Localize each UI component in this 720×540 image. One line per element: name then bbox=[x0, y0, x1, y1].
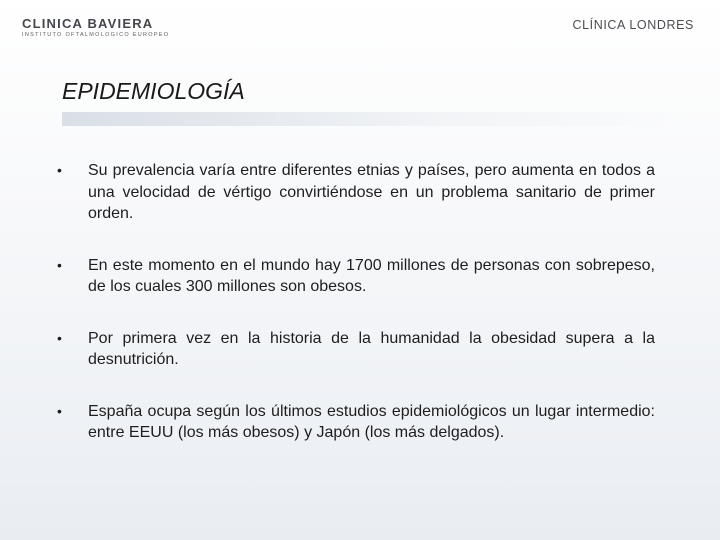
bullet-dot: • bbox=[57, 402, 62, 419]
title-underline-band bbox=[62, 112, 682, 126]
clinica-baviera-subtitle: INSTITUTO OFTALMOLOGICO EUROPEO bbox=[22, 32, 170, 38]
bullet-item bbox=[57, 160, 655, 225]
bullet-item bbox=[57, 255, 655, 298]
clinica-baviera-brand: CLINICA BAVIERA bbox=[22, 16, 154, 31]
bullet-text: Su prevalencia varía entre diferentes etnias y países, pero aumenta en todos a una velocidad de vértigo convirtiéndose en un problema sanitario de primer orden. bbox=[88, 162, 655, 222]
bullet-text: En este momento en el mundo hay 1700 millones de personas con sobrepeso, de los cuales 300 millones son obesos. bbox=[88, 256, 655, 295]
bullet-item bbox=[57, 401, 655, 444]
bullet-dot: • bbox=[57, 329, 62, 346]
bullet-list bbox=[57, 160, 655, 474]
bullet-item bbox=[57, 328, 655, 371]
slide-title: EPIDEMIOLOGÍA bbox=[62, 78, 245, 104]
clinica-londres-logo: CLÍNICA LONDRES bbox=[572, 18, 694, 32]
bullet-dot: • bbox=[57, 162, 62, 178]
bullet-text: Por primera vez en la historia de la humanidad la obesidad supera a la desnutrición. bbox=[88, 329, 655, 368]
bullet-dot: • bbox=[57, 256, 62, 273]
clinica-baviera-logo bbox=[22, 16, 169, 38]
bullet-text: España ocupa según los últimos estudios epidemiológicos un lugar intermedio: entre EEUU (los más obesos) y Japón (los más delgados). bbox=[88, 402, 655, 441]
